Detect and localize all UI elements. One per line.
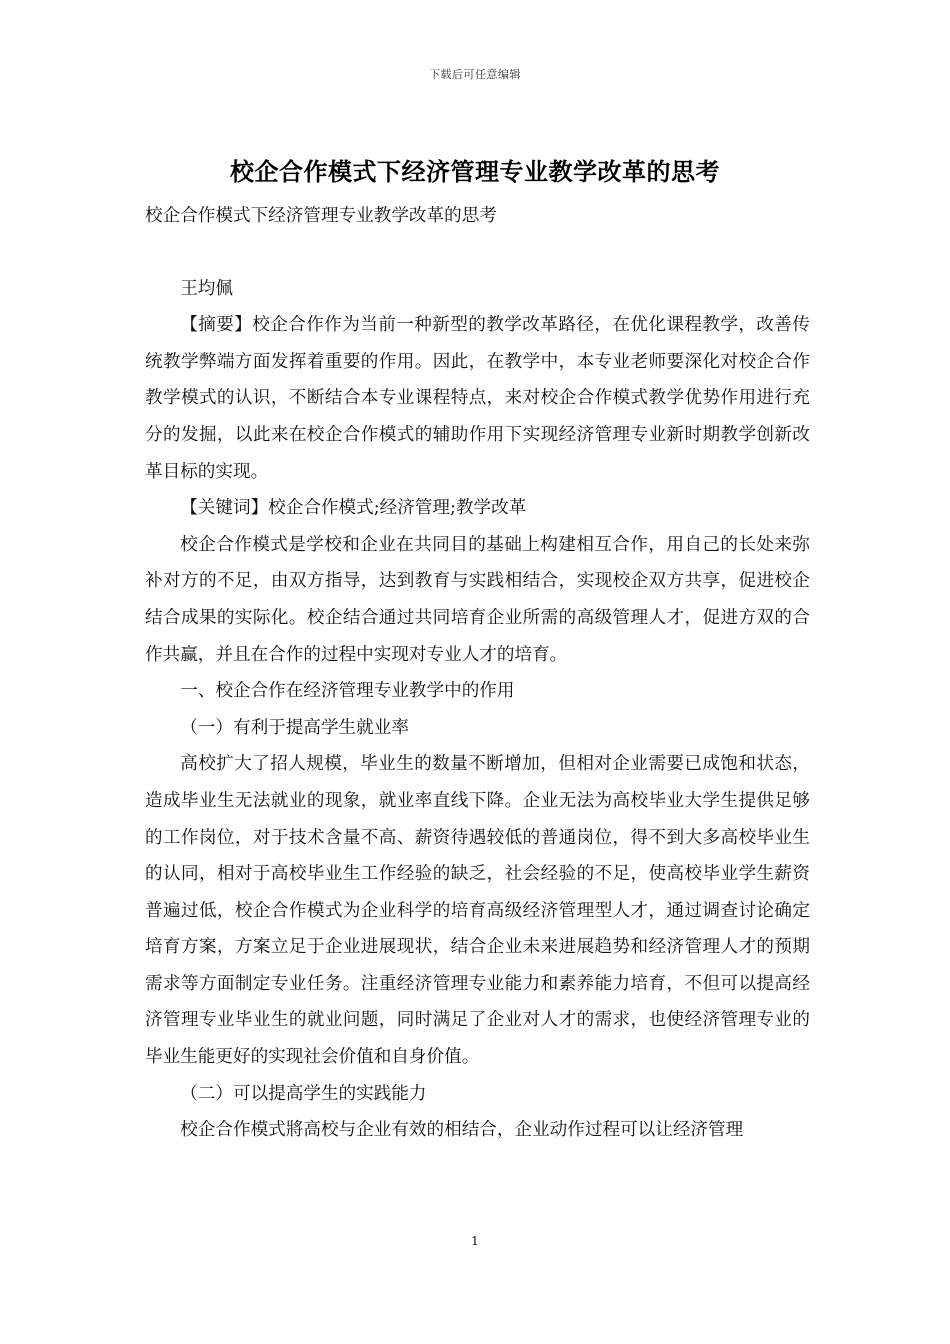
document-title: 校企合作模式下经济管理专业教学改革的思考 <box>230 157 720 186</box>
body-paragraph: 校企合作模式將高校与企业有效的相结合，企业动作过程可以让经济管理 <box>180 1120 744 1141</box>
subsection-heading: （二）可以提高学生的实践能力 <box>180 1083 427 1104</box>
body-paragraph: 高校扩大了招人规模，毕业生的数量不断增加，但相对企业需要已成饱和状态，造成毕业生无法就业的现象，就业率直线下降。企业无法为高校毕业大学生提供足够的工作岗位，对于技术含量不高、薪资待遇较低的普通岗位，得不到大多高校毕业生的认同，相对于高校毕业生工作经验的缺乏，社会经验的不足，使高校毕业学生薪资普遍过低，校企合作模式为企业科学的培育高级经济管理型人才，通过调查讨论确定培育方案，方案立足于企业进展现状，结合企业未来进展趋势和经济管理人才的预期需求等方面制定专业任务。注重经济管理专业能力和素养能力培育，不但可以提高经济管理专业毕业生的就业问题，同时满足了企业对人才的需求，也使经济管理专业的毕业生能更好的实现社会价值和自身价值。 <box>145 754 810 1068</box>
keywords-paragraph: 【关键词】校企合作模式;经济管理;教学改革 <box>180 498 527 519</box>
blank-line <box>145 235 810 271</box>
document-body <box>145 198 810 1149</box>
subsection-heading: （一）有利于提高学生就业率 <box>180 717 409 738</box>
section-heading: 一、校企合作在经济管理专业教学中的作用 <box>180 681 515 702</box>
page-number: 1 <box>471 1234 479 1248</box>
intro-paragraph: 校企合作模式是学校和企业在共同目的基础上构建相互合作，用自己的长处来弥补对方的不足，由双方指导，达到教育与实践相结合，实现校企双方共享，促进校企结合成果的实际化。校企结合通过共同培育企业所需的高级管理人才，促进方双的合作共赢，并且在合作的过程中实现对专业人才的培育。 <box>145 534 810 665</box>
author: 王均佩 <box>180 278 233 299</box>
header-note: 下载后可任意编辑 <box>429 68 521 81</box>
subtitle: 校企合作模式下经济管理专业教学改革的思考 <box>145 206 497 226</box>
abstract-paragraph: 【摘要】校企合作作为当前一种新型的教学改革路径，在优化课程教学，改善传统教学弊端方面发挥着重要的作用。因此，在教学中，本专业老师要深化对校企合作教学模式的认识，不断结合本专业课程特点，来对校企合作模式教学优势作用进行充分的发掘，以此来在校企合作模式的辅助作用下实现经济管理专业新时期教学创新改革目标的实现。 <box>145 315 810 482</box>
